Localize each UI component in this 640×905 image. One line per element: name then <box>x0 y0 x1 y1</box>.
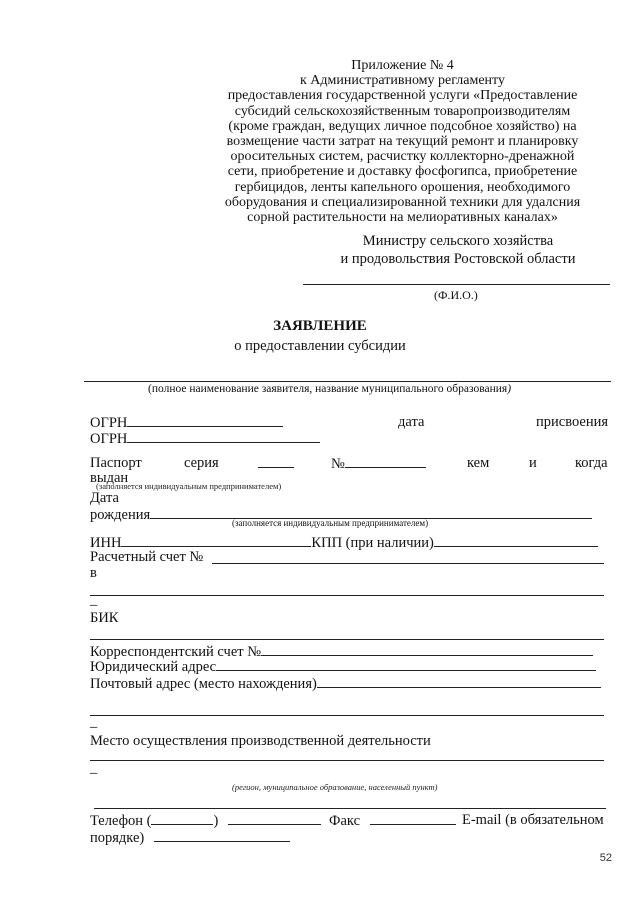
inn-field[interactable] <box>121 534 311 547</box>
ogrn-row-2: ОГРН <box>90 430 320 448</box>
in-label: в <box>90 565 97 581</box>
activity-field[interactable] <box>90 760 604 761</box>
series-field[interactable] <box>258 455 294 468</box>
number-row: № <box>331 455 426 473</box>
recipient-line-1: Министру сельского хозяйства <box>362 233 554 249</box>
series-label: серия <box>184 455 219 471</box>
birth-label-1: Дата <box>90 490 119 506</box>
recipient-line-2: и продовольствия Ростовской области <box>340 251 576 267</box>
ip-note-2: (заполняется индивидуальным предпринимателем) <box>232 518 429 528</box>
fio-line[interactable] <box>303 284 610 285</box>
dash-1: _ <box>90 592 98 608</box>
dash-2: _ <box>90 714 98 730</box>
corr-row: Корреспондентский счет № <box>90 643 593 661</box>
email-field[interactable] <box>154 829 290 842</box>
header-line: предоставления государственной услуги «Предоставление <box>227 88 578 104</box>
applicant-caption: (полное наименование заявителя, название муниципального образования) <box>148 383 512 395</box>
by-whom-label: кем <box>467 455 490 471</box>
legal-address-field[interactable] <box>216 658 596 671</box>
passport-number-field[interactable] <box>345 455 426 468</box>
postal-address-field[interactable] <box>317 675 601 688</box>
kpp-field[interactable] <box>434 534 598 547</box>
header-line: оборудования и специализированной техники для удалсния <box>224 194 581 210</box>
account-field[interactable] <box>212 563 604 564</box>
corr-account-field[interactable] <box>261 643 593 656</box>
region-note: (регион, муниципальное образование, населенный пункт) <box>232 782 438 792</box>
fax-field[interactable] <box>370 812 456 825</box>
phone-row: Телефон ( ) <box>90 812 321 830</box>
bik-field[interactable] <box>90 639 604 640</box>
header-line: возмещение части затрат на текущий ремонт и планировку <box>226 134 579 150</box>
when-label: когда <box>575 455 608 471</box>
order-row: порядке) <box>90 829 290 847</box>
ogrn-field[interactable] <box>127 414 283 427</box>
header-line: оросительных систем, расчистку коллекторно-дренажной <box>230 149 575 165</box>
ogrn-row-1: ОГРН <box>90 414 283 432</box>
issued-row: выдан <box>90 470 129 486</box>
document-subtitle: о предоставлении субсидии <box>234 338 406 354</box>
ogrn-assign-label: присвоения <box>536 414 609 430</box>
contact-top-line[interactable] <box>94 808 606 809</box>
and-label: и <box>529 455 537 471</box>
legal-addr-row: Юридический адрес <box>90 658 596 676</box>
applicant-name-line[interactable] <box>84 381 611 382</box>
document-title: ЗАЯВЛЕНИЕ <box>273 318 367 334</box>
page-number: 52 <box>599 852 612 864</box>
ogrn-date-field[interactable] <box>127 430 320 443</box>
postal-address-line-2[interactable] <box>90 715 604 716</box>
ip-note-1: (заполняется индивидуальным предпринимателем) <box>96 481 282 491</box>
fio-caption: (Ф.И.О.) <box>434 288 478 302</box>
recipient-block <box>318 232 598 268</box>
birth-row: рождения <box>90 506 592 524</box>
account-label: Расчетный счет № <box>90 549 204 565</box>
header-line: (кроме граждан, ведущих личное подсобное хозяйство) на <box>228 118 577 134</box>
activity-label: Место осуществления производственной деятельности <box>90 733 431 749</box>
inn-kpp-row: ИНН КПП (при наличии) <box>90 534 598 552</box>
postal-addr-row: Почтовый адрес (место нахождения) <box>90 675 601 693</box>
header-line: гербицидов, ленты капельного орошения, необходимого <box>234 179 571 195</box>
header-line: к Административному регламенту <box>300 73 505 89</box>
ogrn-date-label: дата <box>398 414 425 430</box>
appendix-header <box>205 58 600 225</box>
header-line: сорной растительности на мелиоративных каналах» <box>247 210 558 226</box>
fax-row: Факс <box>329 812 456 830</box>
header-line: Приложение № 4 <box>351 58 454 73</box>
header-line: сети, приобретение и доставку фосфогипса, приобретение <box>227 164 578 180</box>
bik-label: БИК <box>90 610 119 626</box>
email-label: E-mail (в обязательном <box>462 812 604 828</box>
phone-code-field[interactable] <box>151 812 213 825</box>
bank-field[interactable] <box>90 595 604 596</box>
phone-field[interactable] <box>228 812 321 825</box>
dash-3: _ <box>90 760 98 776</box>
header-line: субсидий сельскохозяйственным товаропроизводителям <box>234 103 571 119</box>
passport-label: Паспорт <box>90 455 142 471</box>
